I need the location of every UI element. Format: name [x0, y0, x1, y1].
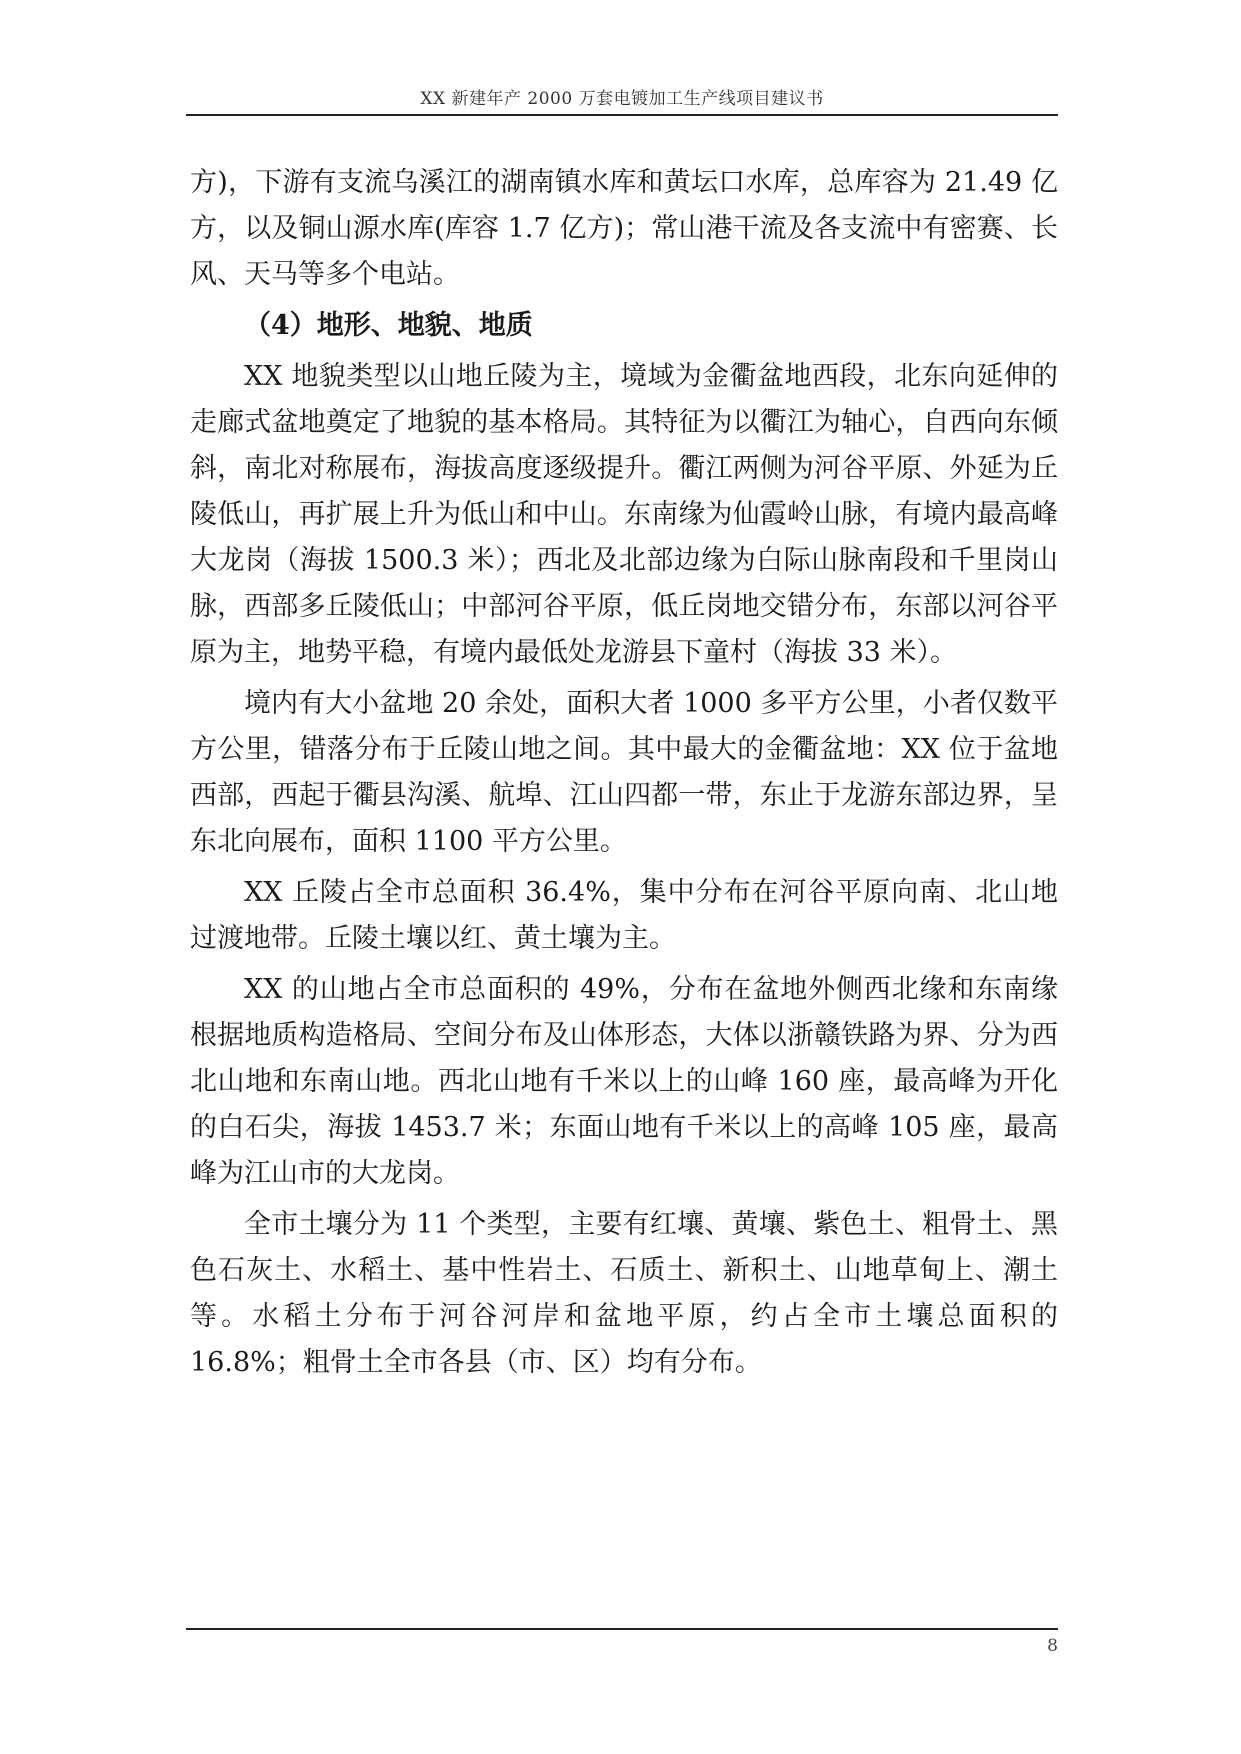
- paragraph-soils: 全市土壤分为 11 个类型，主要有红壤、黄壤、紫色土、粗骨土、黑色石灰土、水稻土、基中性岩土、石质土、新积土、山地草甸上、潮土等。水稻土分布于河谷河岸和盆地平原，约占全市土壤总面积的 16.8%；粗骨土全市各县（市、区）均有分布。: [190, 1209, 1058, 1378]
- page-number: 8: [1047, 1636, 1058, 1656]
- paragraph-hills: XX 丘陵占全市总面积 36.4%，集中分布在河谷平原向南、北山地过渡地带。丘陵土壤以红、黄土壤为主。: [190, 877, 1058, 954]
- paragraph-landform: XX 地貌类型以山地丘陵为主，境域为金衢盆地西段，北东向延伸的走廊式盆地奠定了地貌的基本格局。其特征为以衢江为轴心，自西向东倾斜，南北对称展布，海拔高度逐级提升。衢江两侧为河谷平原、外延为丘陵低山，再扩展上升为低山和中山。东南缘为仙霞岭山脉，有境内最高峰大龙岗（海拔 1500.3 米）；西北及北部边缘为白际山脉南段和千里岗山脉，西部多丘陵低山；中部河谷平原，低丘岗地交错分布，东部以河谷平原为主，地势平稳，有境内最低处龙游县下童村（海拔 33 米）。: [190, 361, 1058, 668]
- document-body: [190, 160, 1058, 1391]
- page-header-title: XX 新建年产 2000 万套电镀加工生产线项目建议书: [420, 89, 824, 109]
- continuation-paragraph: 方)，下游有支流乌溪江的湖南镇水库和黄坛口水库，总库容为 21.49 亿方，以及铜山源水库(库容 1.7 亿方)；常山港干流及各支流中有密赛、长风、天马等多个电站。: [190, 167, 1058, 290]
- header-divider: [186, 114, 1058, 116]
- paragraph-mountains: XX 的山地占全市总面积的 49%，分布在盆地外侧西北缘和东南缘根据地质构造格局、空间分布及山体形态，大体以浙赣铁路为界、分为西北山地和东南山地。西北山地有千米以上的山峰 160 座，最高峰为开化的白石尖，海拔 1453.7 米；东面山地有千米以上的高峰 105 座，最高峰为江山市的大龙岗。: [190, 974, 1058, 1189]
- footer-divider: [186, 1628, 1058, 1630]
- paragraph-basins: 境内有大小盆地 20 余处，面积大者 1000 多平方公里，小者仅数平方公里，错落分布于丘陵山地之间。其中最大的金衢盆地：XX 位于盆地西部，西起于衢县沟溪、航埠、江山四都一带，东止于龙游东部边界，呈东北向展布，面积 1100 平方公里。: [190, 688, 1058, 857]
- section-heading: （4）地形、地貌、地质: [244, 310, 533, 341]
